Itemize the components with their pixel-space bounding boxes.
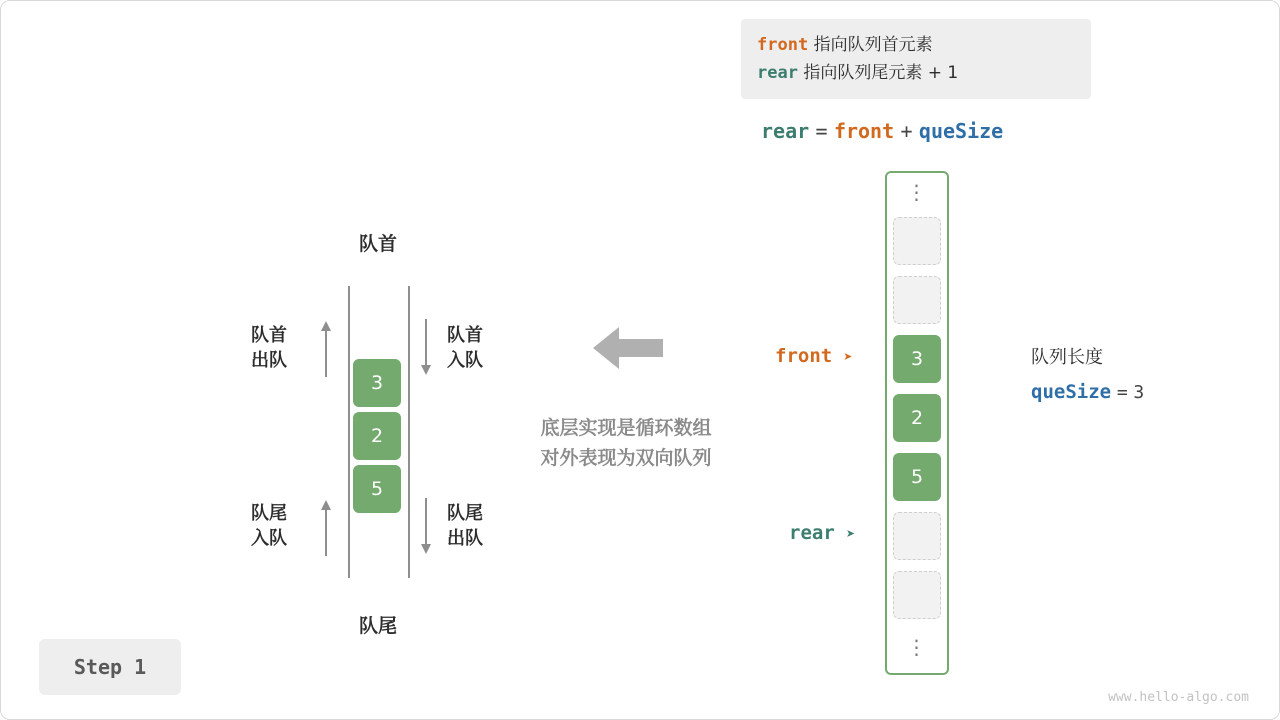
rear-pointer-label xyxy=(789,522,855,544)
watermark: www.hello-algo.com xyxy=(1108,690,1249,705)
formula-plus: + xyxy=(900,119,913,143)
legend-line-rear xyxy=(757,59,1075,87)
formula-equals: = xyxy=(815,119,828,143)
array-cell: 2 xyxy=(893,394,941,442)
center-note-line2: 对外表现为双向队列 xyxy=(540,447,712,469)
label-head-enqueue-line2: 入队 xyxy=(447,350,483,371)
left-queue-cell: 2 xyxy=(353,412,401,460)
front-pointer-label xyxy=(775,345,853,367)
array-cell xyxy=(893,571,941,619)
queue-size-info xyxy=(1031,341,1144,410)
step-badge: Step 1 xyxy=(39,639,181,695)
array-cell xyxy=(893,512,941,560)
rear-pointer-text: rear xyxy=(789,522,835,544)
array-bottom-ellipsis: ⋮ xyxy=(906,635,928,659)
center-note-line1: 底层实现是循环数组 xyxy=(540,417,712,439)
label-tail-dequeue-line2: 出队 xyxy=(447,528,483,549)
formula-quesize: queSize xyxy=(918,119,1004,143)
rear-keyword: rear xyxy=(757,63,798,83)
rear-pointer-arrow-icon: ➤ xyxy=(846,525,856,543)
center-note xyxy=(501,413,751,473)
queue-size-expression xyxy=(1031,375,1144,410)
formula-rear: rear xyxy=(761,119,810,143)
label-tail-enqueue-line2: 入队 xyxy=(251,528,287,549)
quesize-var: queSize xyxy=(1031,381,1112,403)
left-arrow-icon xyxy=(593,321,663,375)
left-queue-cell: 3 xyxy=(353,359,401,407)
label-head-dequeue-line1: 队首 xyxy=(251,325,287,346)
formula-front: front xyxy=(833,119,895,143)
array-cell xyxy=(893,276,941,324)
array-cell xyxy=(893,217,941,265)
legend-line-front xyxy=(757,31,1075,59)
quesize-value: 3 xyxy=(1133,382,1145,403)
arrow-down-head-enqueue xyxy=(419,319,433,377)
array-top-ellipsis: ⋮ xyxy=(906,180,928,204)
queue-size-title: 队列长度 xyxy=(1031,347,1103,368)
formula xyxy=(761,119,1003,143)
label-tail-enqueue xyxy=(251,501,287,551)
front-keyword: front xyxy=(757,35,809,55)
label-head-enqueue-line1: 队首 xyxy=(447,325,483,346)
label-tail-dequeue-line1: 队尾 xyxy=(447,503,483,524)
array-cell: 3 xyxy=(893,335,941,383)
label-head-enqueue xyxy=(447,323,483,373)
front-pointer-text: front xyxy=(775,345,833,367)
arrow-down-tail-dequeue xyxy=(419,498,433,556)
arrow-up-tail-enqueue xyxy=(319,498,333,556)
label-head-dequeue xyxy=(251,323,287,373)
left-queue-head-title: 队首 xyxy=(358,233,397,255)
queue-rail-left xyxy=(348,286,350,578)
queue-rail-right xyxy=(408,286,410,578)
front-pointer-arrow-icon: ➤ xyxy=(843,348,853,366)
left-queue-tail-title: 队尾 xyxy=(358,615,397,637)
label-tail-dequeue xyxy=(447,501,483,551)
left-queue-cell: 5 xyxy=(353,465,401,513)
arrow-up-head-dequeue xyxy=(319,319,333,377)
legend-front-text: 指向队列首元素 xyxy=(813,35,933,55)
array-cell: 5 xyxy=(893,453,941,501)
label-tail-enqueue-line1: 队尾 xyxy=(251,503,287,524)
quesize-equals: = xyxy=(1116,382,1128,403)
legend-box xyxy=(741,19,1091,99)
legend-rear-text: 指向队列尾元素 + 1 xyxy=(803,63,959,83)
label-head-dequeue-line2: 出队 xyxy=(251,350,287,371)
